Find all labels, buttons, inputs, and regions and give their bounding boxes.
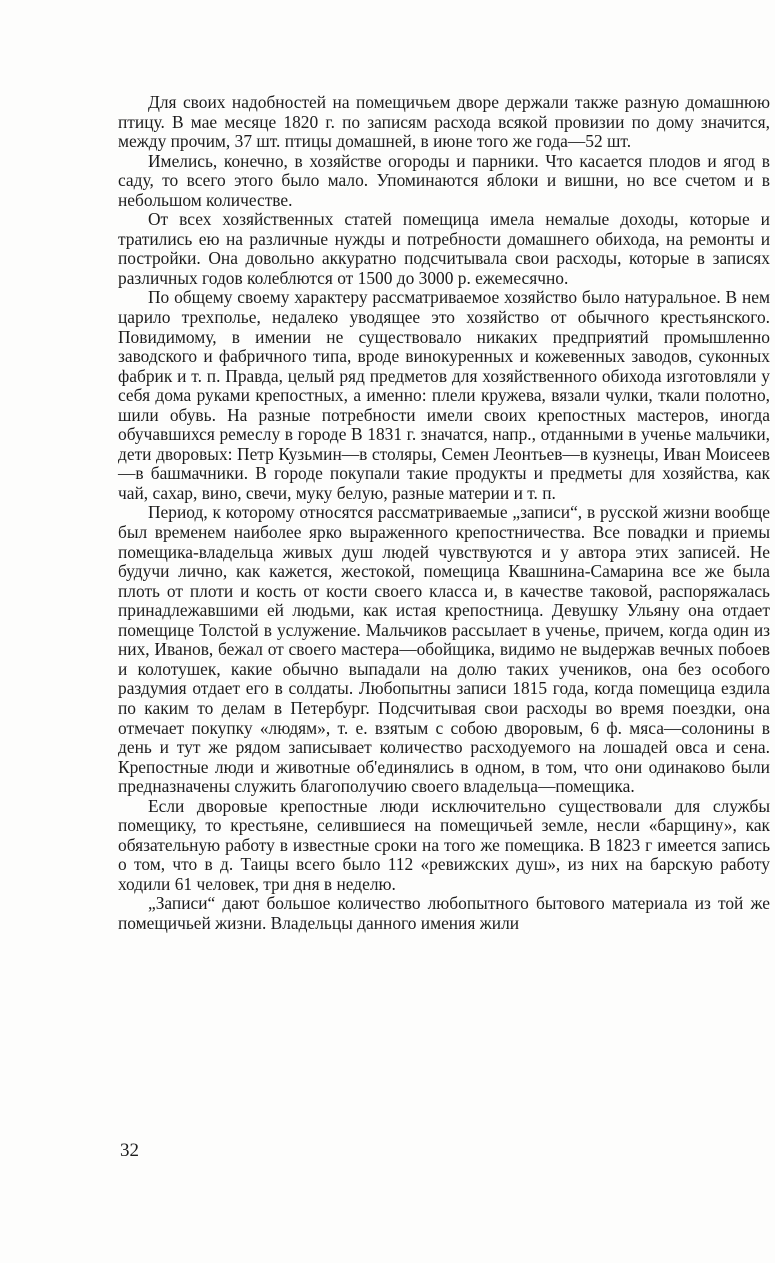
paragraph: „Записи“ дают большое количество любопытного бытового материала из той же помещичьей жизни. Владельцы данного имения жили	[118, 893, 770, 933]
paragraph: По общему своему характеру рассматриваемое хозяйство было натуральное. В нем царило трехполье, недалеко уводящее это хозяйство от обычного крестьянского. Повидимому, в имении не существовало никаких предприятий промышленно заводского и фабричного типа, вроде винокуренных и кожевенных заводов, суконных фабрик и т. п. Правда, целый ряд предметов для хозяйственного обихода изготовляли у себя дома руками крепостных, а именно: плели кружева, вязали чулки, ткали полотно, шили обувь. На разные потребности имели своих крепостных мастеров, иногда обучавшихся ремеслу в городе В 1831 г. значатся, напр., отданными в ученье мальчики, дети дворовых: Петр Кузьмин—в столяры, Семен Леонтьев—в кузнецы, Иван Моисеев—в башмачники. В городе покупали такие продукты и предметы для хозяйства, как чай, сахар, вино, свечи, муку белую, разные материи и т. п.	[118, 287, 770, 503]
paragraph: Период, к которому относятся рассматриваемые „записи“, в русской жизни вообще был временем наиболее ярко выраженного крепостничества. Все повадки и приемы помещика-владельца живых душ людей чувствуются и у автора этих записей. Не будучи лично, как кажется, жестокой, помещица Квашнина-Самарина все же была плоть от плоти и кость от кости своего класса и, в качестве таковой, распоряжалась принадлежавшими ей людьми, как истая крепостница. Девушку Ульяну она отдает помещице Толстой в услужение. Мальчиков рассылает в ученье, причем, когда один из них, Иванов, бежал от своего мастера—обойщика, видимо не выдержав вечных побоев и колотушек, какие обычно выпадали на долю таких учеников, она без особого раздумия отдает его в солдаты. Любопытны записи 1815 года, когда помещица ездила по каким то делам в Петербург. Подсчитывая свои расходы во время поездки, она отмечает покупку «людям», т. е. взятым с собою дворовым, 6 ф. мяса—солонины в день и тут же рядом записывает количество расходуемого на лошадей овса и сена. Крепостные люди и животные об'единялись в одном, в том, что они одинаково были предназначены служить благополучию своего владельца—помещика.	[118, 502, 770, 797]
paragraph: Если дворовые крепостные люди исключительно существовали для службы помещику, то крестьяне, селившиеся на помещичьей земле, несли «барщину», как обязательную работу в известные сроки на того же помещика. В 1823 г имеется запись о том, что в д. Таицы всего было 112 «ревижских душ», из них на барскую работу ходили 61 человек, три дня в неделю.	[118, 795, 770, 894]
paragraph: От всех хозяйственных статей помещица имела немалые доходы, которые и тратились ею на различные нужды и потребности домашнего обихода, на ремонты и постройки. Она довольно аккуратно подсчитывала свои расходы, которые в записях различных годов колеблются от 1500 до 3000 р. ежемесячно.	[118, 209, 770, 288]
paragraph: Для своих надобностей на помещичьем дворе держали также разную домашнюю птицу. В мае месяце 1820 г. по записям расхода всякой провизии по дому значится, между прочим, 37 шт. птицы домашней, в июне того же года—52 шт.	[118, 92, 770, 152]
page-number: 32	[120, 1140, 139, 1161]
body-text	[118, 93, 770, 934]
paragraph: Имелись, конечно, в хозяйстве огороды и парники. Что касается плодов и ягод в саду, то всего этого было мало. Упоминаются яблоки и вишни, но все счетом и в небольшом количестве.	[118, 150, 770, 210]
